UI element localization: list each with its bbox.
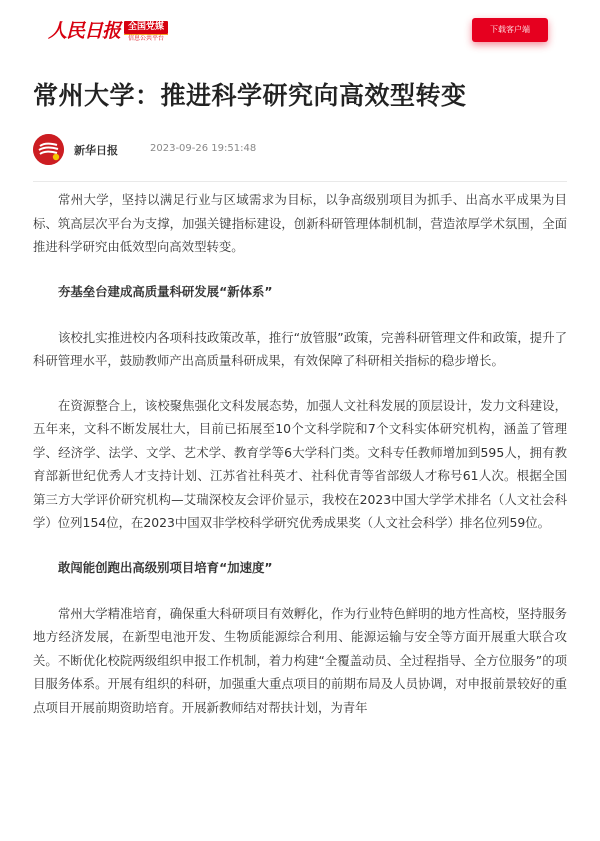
section-heading-1: 夯基垒台建成高质量科研发展“新体系” bbox=[58, 283, 273, 299]
logo-badge-top: 全国党媒 bbox=[124, 21, 168, 34]
logo-badge bbox=[124, 21, 168, 43]
section-heading-2: 敢闯能创跑出高级别项目培育“加速度” bbox=[58, 559, 273, 575]
divider bbox=[33, 181, 567, 182]
author-avatar[interactable] bbox=[33, 134, 64, 165]
download-app-button[interactable]: 下载客户端 bbox=[472, 18, 548, 42]
site-logo[interactable] bbox=[48, 19, 168, 45]
publish-time: 2023-09-26 19:51:48 bbox=[150, 143, 257, 154]
author-name[interactable]: 新华日报 bbox=[74, 144, 118, 157]
paragraph-intro: 常州大学，坚持以满足行业与区域需求为目标，以争高级别项目为抓手、出高水平成果为目标、筑高层次平台为支撑，加强关键指标建设，创新科研管理体制机制，营造浓厚学术氛围，全面推进科学研究由低效型向高效型转变。 bbox=[33, 192, 567, 254]
article-title: 常州大学：推进科学研究向高效型转变 bbox=[33, 81, 467, 110]
avatar-logo-icon bbox=[33, 134, 64, 165]
top-bar bbox=[0, 0, 600, 60]
article-body bbox=[33, 188, 567, 740]
logo-text: 人民日报 bbox=[48, 20, 121, 42]
logo-badge-bottom: 信息公共平台 bbox=[124, 34, 168, 43]
paragraph-projects: 常州大学精准培育，确保重大科研项目有效孵化，作为行业特色鲜明的地方性高校，坚持服务地方经济发展，在新型电池开发、生物质能源综合利用、能源运输与安全等方面开展重大联合攻关。不断优化校院两级组织申报工作机制，着力构建“全覆盖动员、全过程指导、全方位服务”的项目服务体系。开展有组织的科研，加强重大重点项目的前期布局及人员协调，对申报前景较好的重点项目开展前期资助培育。开展新教师结对帮扶计划，为青年 bbox=[33, 605, 567, 715]
paragraph-policy: 该校扎实推进校内各项科技政策改革，推行“放管服”政策，完善科研管理文件和政策，提升了科研管理水平，鼓励教师产出高质量科研成果，有效保障了科研相关指标的稳步增长。 bbox=[33, 329, 567, 368]
paragraph-resources: 在资源整合上，该校聚焦强化文科发展态势，加强人文社科发展的顶层设计，发力文科建设，五年来，文科不断发展壮大，目前已拓展至10个文科学院和7个文科实体研究机构，涵盖了管理学、经济学、法学、文学、艺术学、教育学等6大学科门类。文科专任教师增加到595人，拥有教育部新世纪优秀人才支持计划、江苏省社科英才、社科优青等省部级人才称号61人次。根据全国第三方大学评价研究机构—艾瑞深校友会评价显示，我校在2023中国大学学术排名（人文社会科学）位列154位，在2023中国双非学校科学研究优秀成果奖（人文社会科学）排名位列59位。 bbox=[33, 397, 567, 530]
article-meta bbox=[33, 134, 573, 166]
